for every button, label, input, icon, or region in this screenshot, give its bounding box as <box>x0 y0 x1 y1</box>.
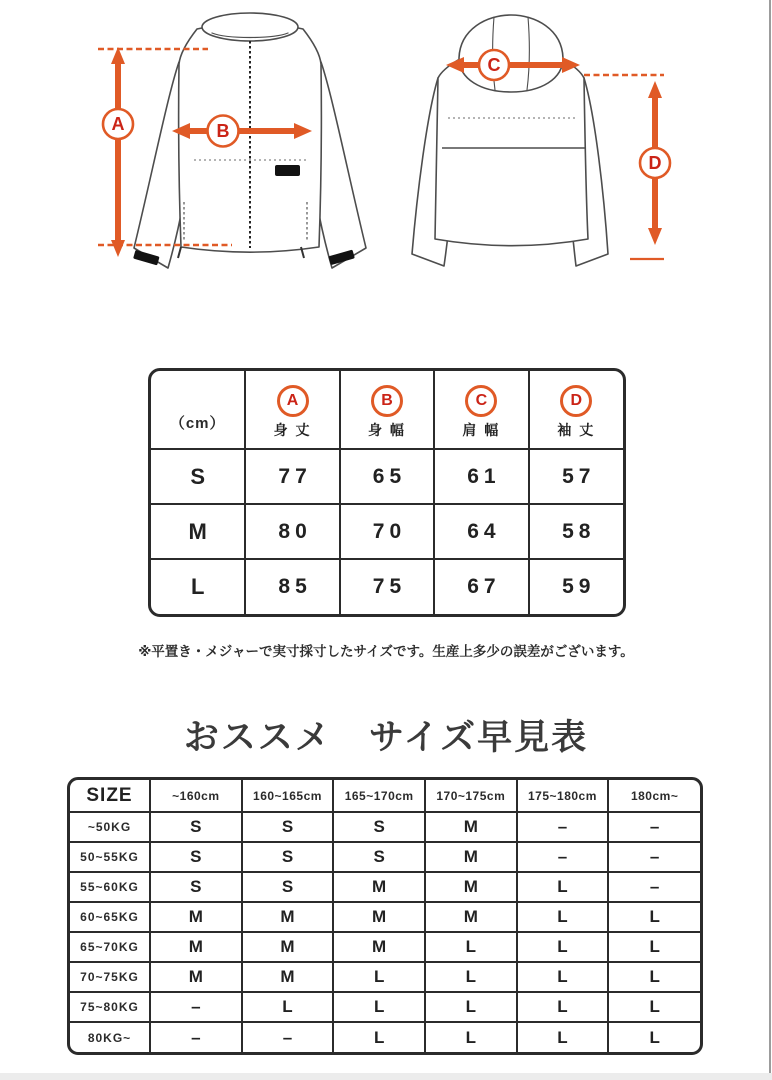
back-jacket-diagram <box>392 2 692 302</box>
table-row <box>70 812 700 842</box>
chest-label <box>275 165 300 176</box>
circled-d-icon: D <box>560 385 592 417</box>
cell: M <box>333 902 425 932</box>
weight-label: 70~75KG <box>70 962 150 992</box>
cell: 85 <box>245 559 339 614</box>
label-a: A <box>111 114 125 134</box>
cell: L <box>517 962 609 992</box>
unit-label: （cm） <box>151 371 245 449</box>
cell: L <box>425 992 517 1022</box>
cell: 59 <box>562 575 596 598</box>
height-col-5: 180cm~ <box>608 780 700 812</box>
cell: – <box>608 842 700 872</box>
weight-label: 50~55KG <box>70 842 150 872</box>
height-col-3: 170~175cm <box>425 780 517 812</box>
cell: S <box>333 842 425 872</box>
cell: 70 <box>340 504 434 559</box>
measure-name-c: 肩 幅 <box>462 422 501 438</box>
col-header-b <box>340 371 434 449</box>
recommend-title: おススメ サイズ早見表 <box>183 718 589 757</box>
cell: S <box>242 812 334 842</box>
cell: – <box>150 992 242 1022</box>
cell: S <box>242 872 334 902</box>
cell: M <box>425 812 517 842</box>
cell: L <box>425 962 517 992</box>
cell: S <box>333 812 425 842</box>
label-d: D <box>648 153 662 173</box>
size-corner-label: SIZE <box>70 780 150 812</box>
cell: S <box>242 842 334 872</box>
cell: M <box>242 932 334 962</box>
cell: 64 <box>434 504 528 559</box>
cell: M <box>150 932 242 962</box>
circled-c-icon: C <box>465 385 497 417</box>
col-header-a <box>245 371 339 449</box>
cell: S <box>150 842 242 872</box>
cell: 77 <box>245 449 339 504</box>
weight-label: ~50KG <box>70 812 150 842</box>
cell: 61 <box>434 449 528 504</box>
cell: L <box>517 902 609 932</box>
table-row <box>70 932 700 962</box>
table-row <box>70 872 700 902</box>
weight-label: 65~70KG <box>70 932 150 962</box>
cell: M <box>333 932 425 962</box>
cell: L <box>608 962 700 992</box>
size-label: S <box>151 449 245 504</box>
table-row <box>70 842 700 872</box>
height-col-4: 175~180cm <box>517 780 609 812</box>
weight-label: 75~80KG <box>70 992 150 1022</box>
recommend-size-table <box>67 777 703 1055</box>
cell: – <box>517 842 609 872</box>
front-jacket-diagram <box>82 2 402 302</box>
weight-label: 55~60KG <box>70 872 150 902</box>
cell: L <box>608 992 700 1022</box>
table-row <box>70 902 700 932</box>
cell: L <box>333 1022 425 1052</box>
cell: M <box>425 872 517 902</box>
back-hood <box>459 15 563 92</box>
size-label: L <box>151 559 245 614</box>
cell: L <box>649 1027 660 1047</box>
cell: M <box>150 962 242 992</box>
cell: S <box>150 812 242 842</box>
cell: L <box>333 962 425 992</box>
cell: M <box>333 872 425 902</box>
col-header-c <box>434 371 528 449</box>
size-label: M <box>151 504 245 559</box>
height-col-2: 165~170cm <box>333 780 425 812</box>
measure-name-a: 身 丈 <box>273 422 312 438</box>
front-hood-opening <box>202 13 298 41</box>
measurement-header-row <box>151 371 623 449</box>
cell: L <box>517 872 609 902</box>
col-header-d <box>529 371 623 449</box>
right-edge-divider <box>769 0 771 1080</box>
cell: – <box>608 812 700 842</box>
measure-name-d: 袖 丈 <box>557 422 596 438</box>
measurement-note: ※平置き・メジャーで実寸採寸したサイズです。生産上多少の誤差がございます。 <box>138 644 634 659</box>
cell: L <box>608 902 700 932</box>
cell: L <box>517 992 609 1022</box>
circled-a-icon: A <box>277 385 309 417</box>
table-row <box>70 992 700 1022</box>
cell: 75 <box>340 559 434 614</box>
circled-b-icon: B <box>371 385 403 417</box>
cell: – <box>608 872 700 902</box>
cell: – <box>517 812 609 842</box>
cell: L <box>517 1022 609 1052</box>
measurement-table <box>148 368 626 617</box>
cell: L <box>517 932 609 962</box>
cell: L <box>425 932 517 962</box>
cell: M <box>242 962 334 992</box>
cell: 67 <box>434 559 528 614</box>
weight-label: 60~65KG <box>70 902 150 932</box>
table-row <box>70 962 700 992</box>
recommend-header-row <box>70 780 700 812</box>
cell: 58 <box>529 504 623 559</box>
weight-label: 80KG~ <box>70 1022 150 1052</box>
cell: L <box>608 932 700 962</box>
bottom-edge-strip <box>0 1073 772 1080</box>
table-row-m <box>151 504 623 559</box>
cell: L <box>425 1022 517 1052</box>
table-row <box>70 1022 700 1052</box>
table-row-s <box>151 449 623 504</box>
cell: M <box>242 902 334 932</box>
cell: – <box>242 1022 334 1052</box>
measure-name-b: 身 幅 <box>368 422 406 438</box>
cell: – <box>150 1022 242 1052</box>
cell: M <box>425 902 517 932</box>
cell: S <box>150 872 242 902</box>
cell: 57 <box>529 449 623 504</box>
cell: L <box>242 992 334 1022</box>
table-row-l <box>151 559 623 614</box>
cell: M <box>425 842 517 872</box>
label-c: C <box>487 55 501 75</box>
height-col-1: 160~165cm <box>242 780 334 812</box>
cell: M <box>150 902 242 932</box>
height-col-0: ~160cm <box>150 780 242 812</box>
label-b: B <box>216 121 230 141</box>
cell: 80 <box>245 504 339 559</box>
cell: L <box>333 992 425 1022</box>
cell: 65 <box>340 449 434 504</box>
